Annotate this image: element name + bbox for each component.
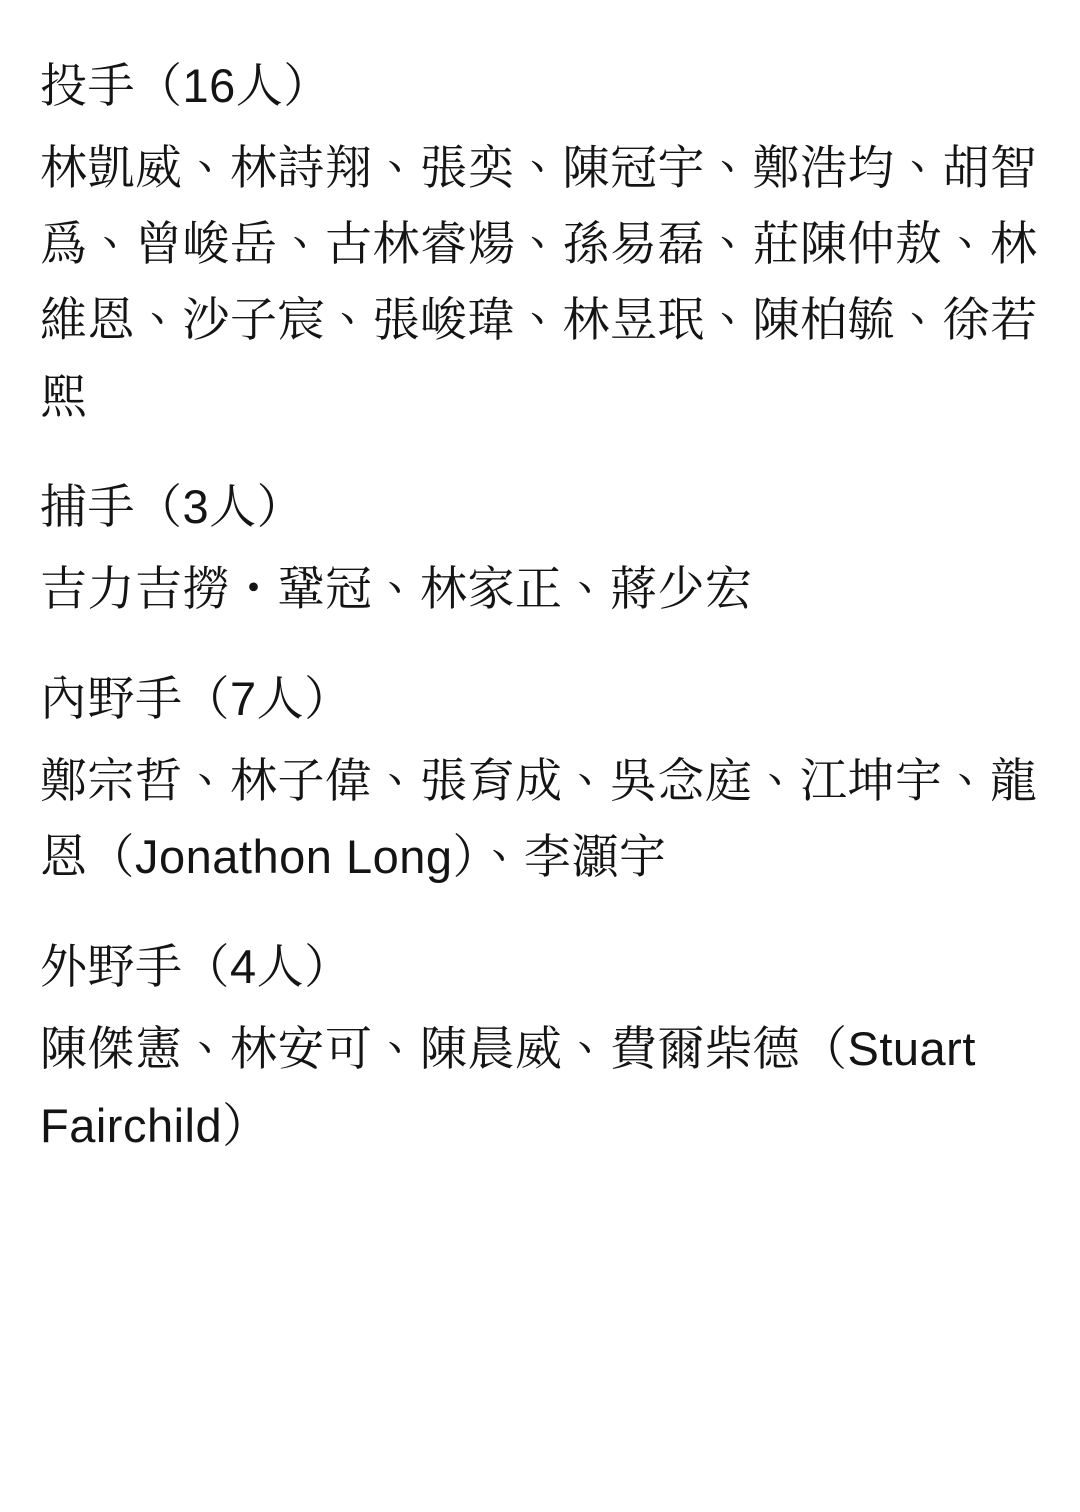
roster-section-catchers [40,469,1040,627]
roster-section-pitchers [40,48,1040,435]
section-names-pitchers: 林凱威、林詩翔、張奕、陳冠宇、鄭浩均、胡智爲、曾峻岳、古林睿煬、孫易磊、莊陳仲敖、林維恩、沙子宸、張峻瑋、林昱珉、陳柏毓、徐若熙 [40,141,1038,423]
section-names-infielders: 鄭宗哲、林子偉、張育成、吳念庭、江坤宇、龍恩（Jonathon Long）、李灝宇 [40,754,1038,884]
section-names-catchers: 吉力吉撈・鞏冠、林家正、蔣少宏 [40,561,753,615]
section-heading-catchers: 捕手（3人） [40,479,305,533]
roster-section-outfielders [40,929,1040,1163]
roster-section-infielders [40,661,1040,895]
section-heading-outfielders: 外野手（4人） [40,940,352,994]
section-heading-pitchers: 投手（16人） [40,59,331,112]
section-heading-infielders: 內野手（7人） [40,671,352,725]
section-names-outfielders: 陳傑憲、林安可、陳晨威、費爾柴德（Stuart Fairchild） [40,1022,976,1152]
